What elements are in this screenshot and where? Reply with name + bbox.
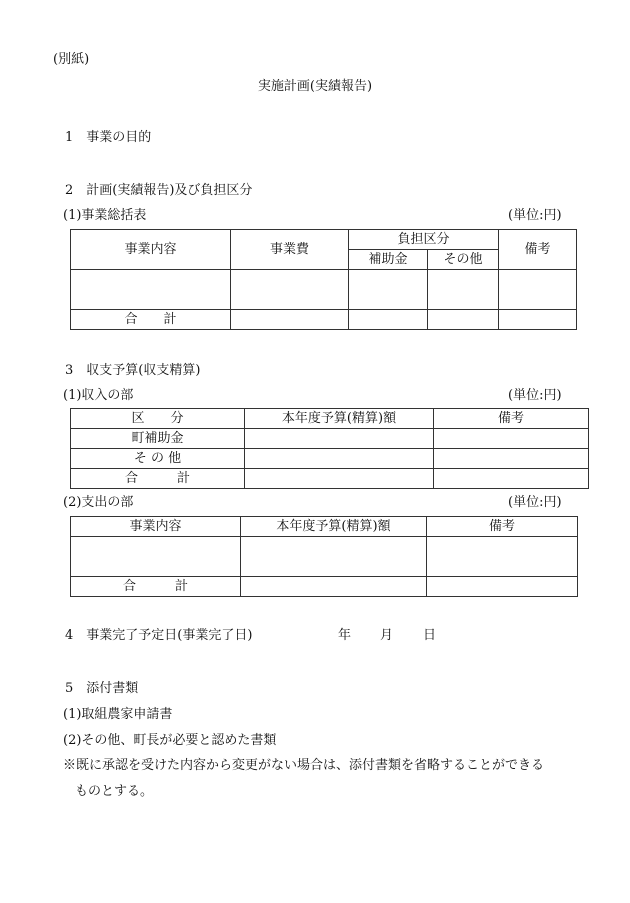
table-cell [428,310,499,330]
table-cell [434,429,589,449]
table-cell [71,537,241,577]
note-line: ものとする。 [75,784,154,799]
attachment-label: (別紙) [53,52,90,67]
table-cell [428,270,499,310]
table-cell [434,469,589,489]
col-header-other: その他 [428,250,499,270]
table-cell [499,270,577,310]
table-cell [71,270,231,310]
income-label: (1)収入の部 [63,388,134,403]
total-label: 合 計 [71,577,241,597]
col-header-subsidy: 補助金 [349,250,428,270]
attachment-item: (2)その他、町長が必要と認めた書類 [63,733,277,748]
row-label-other: そ の 他 [71,449,245,469]
summary-table [70,229,577,330]
col-header-burden: 負担区分 [349,230,499,250]
table-cell [499,310,577,330]
col-header-notes: 備考 [427,517,578,537]
col-header-cost: 事業費 [231,230,349,270]
table-cell [245,469,434,489]
table-cell [427,537,578,577]
col-header-notes: 備考 [499,230,577,270]
day-label: 日 [423,628,437,643]
note-line: ※既に承認を受けた内容から変更がない場合は、添付書類を省略することができる [63,758,545,773]
row-label-subsidy: 町補助金 [71,429,245,449]
month-label: 月 [380,628,394,643]
total-label: 合 計 [71,469,245,489]
col-header-content: 事業内容 [71,517,241,537]
table-cell [434,449,589,469]
section-4-heading: 4 事業完了予定日(事業完了日) [65,628,253,643]
section-2-heading: 2 計画(実績報告)及び負担区分 [65,183,253,198]
table-cell [349,310,428,330]
page-title: 実施計画(実績報告) [257,79,373,94]
table-cell [231,310,349,330]
section-1-heading: 1 事業の目的 [65,130,152,145]
table-cell [241,577,427,597]
summary-table-label: (1)事業総括表 [63,208,147,223]
expense-unit: (単位:円) [508,495,562,510]
expense-table [70,516,578,597]
expense-label: (2)支出の部 [63,495,134,510]
table-cell [245,449,434,469]
total-label: 合 計 [71,310,231,330]
table-cell [241,537,427,577]
income-unit: (単位:円) [508,388,562,403]
table-cell [349,270,428,310]
col-header-content: 事業内容 [71,230,231,270]
col-header-amount: 本年度予算(精算)額 [241,517,427,537]
income-table [70,408,589,489]
table-cell [231,270,349,310]
section-3-heading: 3 収支予算(収支精算) [65,363,201,378]
col-header-category: 区 分 [71,409,245,429]
section-5-heading: 5 添付書類 [65,681,139,696]
summary-table-unit: (単位:円) [508,208,562,223]
col-header-amount: 本年度予算(精算)額 [245,409,434,429]
col-header-notes: 備考 [434,409,589,429]
table-cell [245,429,434,449]
attachment-item: (1)取組農家申請書 [63,707,173,722]
table-cell [427,577,578,597]
year-label: 年 [338,628,352,643]
